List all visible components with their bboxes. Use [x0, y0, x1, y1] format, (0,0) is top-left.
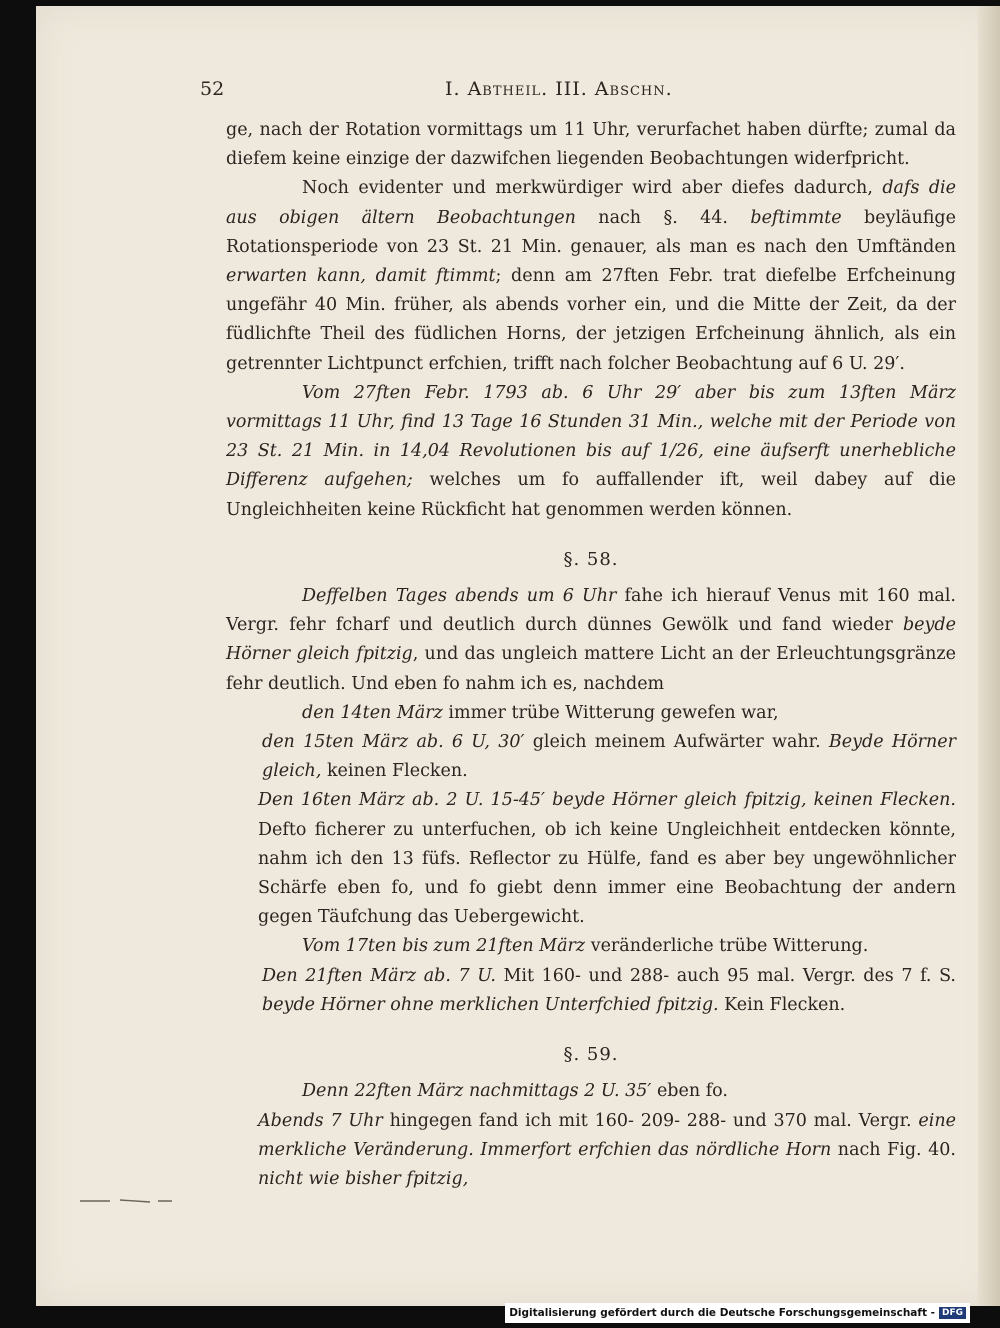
italic-span: erwarten kann, damit ftimmt: [226, 266, 496, 287]
italic-span: Abends 7 Uhr: [258, 1110, 383, 1131]
smudge-mark: [80, 1198, 200, 1204]
digitization-footer: [505, 1303, 970, 1323]
entry-16-march: [226, 786, 956, 932]
italic-span: Deffelben Tages abends um 6 Uhr: [302, 586, 617, 607]
text-span: immer trübe Witterung gewefen war,: [442, 702, 779, 723]
page-number: 52: [200, 78, 225, 100]
main-text: [226, 116, 956, 1194]
italic-span: Den 16ten März ab. 2 U. 15-45′ beyde Hörner gleich fpitzig, keinen Flecken.: [258, 790, 956, 811]
entry-15-march: [226, 728, 956, 786]
text-span: keinen Flecken.: [321, 761, 468, 782]
text-span: eben fo.: [651, 1081, 728, 1102]
text-span: fahe ich hierauf Venus mit 160 mal. Vergr. fehr fcharf und deutlich durch dünnes Gewölk und fand wieder: [226, 586, 957, 636]
italic-span: Denn 22ften März nachmittags 2 U. 35′: [302, 1081, 652, 1102]
italic-span: nicht wie bisher fpitzig,: [258, 1168, 469, 1189]
paragraph-4: [226, 582, 956, 699]
text-span: , und das ungleich mattere Licht an der Erleuchtungsgränze fehr deutlich. Und eben fo nahm ich es, nachdem: [226, 644, 956, 694]
italic-span: Vom 27ften Febr. 1793 ab. 6 Uhr 29′ aber bis zum 13ften März vormittags 11 Uhr, find 13 Tage 16 Stunden 31 Min., welche mit der Periode von 23 St. 21 Min. in 14,04 Revolutionen bis auf 1/26, eine äufserft unerhebliche Differenz aufgehen;: [226, 382, 956, 491]
italic-span: eine merkliche Veränderung.: [258, 1110, 957, 1160]
italic-span: Beyde Hörner gleich,: [262, 732, 956, 782]
text-span: Kein Flecken.: [718, 994, 846, 1015]
text-span: nach §. 44.: [575, 207, 751, 228]
text-span: Noch evidenter und merkwürdiger wird aber diefes dadurch,: [302, 178, 883, 199]
text-span: beyläufige Rotationsperiode von 23 St. 21 Min. genauer, als man es nach den Umftänden: [226, 207, 956, 257]
italic-span: den 14ten März: [302, 702, 443, 723]
italic-span: beyde Hörner ohne merklichen Unterfchied fpitzig.: [262, 994, 719, 1015]
text-span: hingegen fand ich mit 160- 209- 288- und 370 mal. Vergr.: [382, 1110, 919, 1131]
running-head: I. Abtheil. III. Abschn.: [445, 78, 673, 100]
paragraph-1: ge, nach der Rotation vormittags um 11 Uhr, verurfachet haben dürfte; zumal da diefem keine einzige der dazwifchen liegenden Beobachtungen widerfpricht.: [226, 120, 956, 170]
italic-span: dafs die aus obigen ältern Beobachtungen: [226, 178, 957, 228]
entry-17-21-march: [226, 932, 956, 961]
italic-span: Vom 17ten bis zum 21ften März: [302, 936, 586, 957]
italic-span: beftimmte: [750, 207, 842, 228]
entry-21-march: [226, 962, 956, 1020]
dfg-logo: DFG: [939, 1307, 966, 1319]
footer-text: Digitalisierung gefördert durch die Deutsche Forschungsgemeinschaft -: [509, 1307, 935, 1319]
paragraph-3: [226, 379, 956, 525]
page-edge: [978, 6, 1000, 1306]
paragraph-2: [226, 174, 956, 378]
ink-smudge: [80, 1196, 200, 1201]
entry-22-march: [226, 1077, 956, 1106]
section-heading-59: §. 59.: [563, 1044, 619, 1066]
text-span: ; denn am 27ften Febr. trat diefelbe Erfcheinung ungefähr 40 Min. früher, als abends vorher ein, und die Mitte der Zeit, da der füdlichfte Theil des füdlichen Horns, der jetzigen Erfcheinung ähnlich, als ein getrennter Lichtpunct erfchien, trifft nach folcher Beobachtung auf 6 U. 29′.: [226, 266, 956, 374]
italic-span: Den 21ften März ab. 7 U.: [262, 965, 496, 986]
text-span: Defto ficherer zu unterfuchen, ob ich keine Ungleichheit entdecken könnte, nahm ich den 13 füfs. Reflector zu Hülfe, fand es aber bey ungewöhnlicher Schärfe eben fo, und fo giebt denn immer eine Beobachtung der andern gegen Täufchung das Uebergewicht.: [258, 819, 956, 928]
italic-span: Immerfort erfchien das nördliche Horn: [480, 1139, 832, 1160]
italic-span: beyde Hörner gleich fpitzig: [226, 615, 956, 665]
text-span: gleich meinem Aufwärter wahr.: [524, 732, 829, 753]
entry-14-march: [226, 699, 956, 728]
text-span: Mit 160- und 288- auch 95 mal. Vergr. des 7 f. S.: [495, 965, 956, 986]
text-span: welches um fo auffallender ift, weil dabey auf die Ungleichheiten keine Rückficht hat genommen werden können.: [226, 470, 956, 520]
text-span: veränderliche trübe Witterung.: [585, 936, 869, 957]
italic-span: den 15ten März ab. 6 U, 30′: [262, 732, 525, 753]
section-heading-58: §. 58.: [563, 548, 619, 570]
text-span: nach Fig. 40.: [831, 1139, 956, 1160]
page-header: [200, 78, 960, 108]
entry-evening: [226, 1107, 956, 1195]
